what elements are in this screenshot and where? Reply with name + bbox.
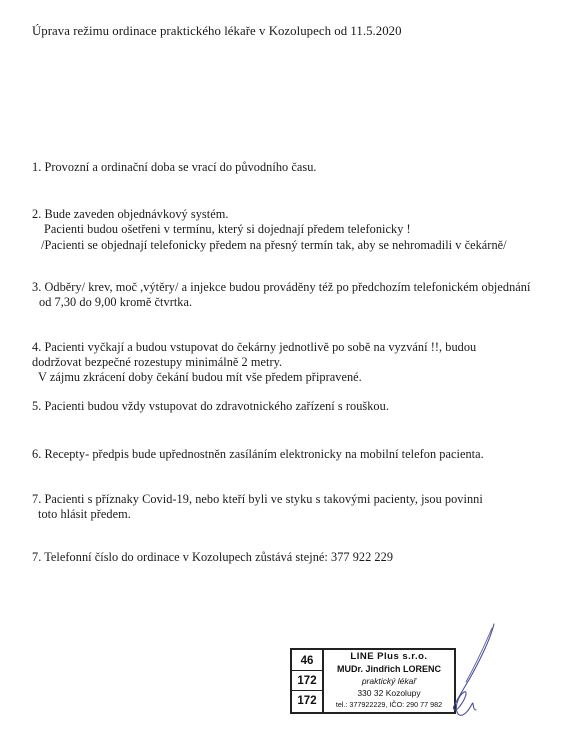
item-4-line-2: dodržovat bezpečné rozestupy minimálně 2 metry. bbox=[32, 355, 283, 369]
item-6-line-1: 6. Recepty- předpis bude upřednostněn zasíláním elektronicky na mobilní telefon pacienta. bbox=[32, 447, 484, 461]
item-7-line-1: 7. Pacienti s příznaky Covid-19, nebo kteří byli ve styku s takovými pacienty, jsou povinni bbox=[32, 492, 483, 506]
item-3-line-1: 3. Odběry/ krev, moč ,výtěry/ a injekce budou prováděny též po předchozím telefonickém objednání bbox=[32, 280, 531, 294]
stamp-address: 330 32 Kozolupy bbox=[357, 688, 421, 698]
stamp-role: praktický lékař bbox=[361, 676, 417, 686]
stamp-company: LINE Plus s.r.o. bbox=[350, 651, 428, 662]
item-8-line-1: 7. Telefonní číslo do ordinace v Kozolupech zůstává stejné: 377 922 229 bbox=[32, 550, 394, 564]
stamp-contact: tel.: 377922229, IČO: 290 77 982 bbox=[335, 700, 443, 709]
item-4-line-3: V zájmu zkrácení doby čekání budou mít vše předem připravené. bbox=[38, 370, 362, 384]
handwritten-signature bbox=[446, 620, 506, 720]
stamp-number: 172 bbox=[297, 694, 317, 707]
item-3-line-2: od 7,30 do 9,00 kromě čtvrtka. bbox=[39, 295, 193, 309]
document-title: Úprava režimu ordinace praktického lékaře v Kozolupech od 11.5.2020 bbox=[32, 24, 402, 38]
stamp-number: 172 bbox=[292, 672, 322, 691]
item-5-line-1: 5. Pacienti budou vždy vstupovat do zdravotnického zařízení s roušk​ou. bbox=[32, 399, 389, 413]
stamp-doctor-name: MUDr. Jindřich LORENC bbox=[336, 664, 441, 674]
item-2-line-1: 2. Bude zaveden objednávkový systém. bbox=[32, 207, 229, 221]
item-1-line-1: 1. Provozní a ordinační doba se vrací do původního času. bbox=[32, 160, 317, 174]
item-4-line-1: 4. Pacienti vyčkají a budou vstupovat do čekárny jednotlivě po sobě na vyzvání !!, budou bbox=[32, 340, 477, 354]
doctor-stamp bbox=[290, 648, 456, 714]
item-7-line-2: toto hlásit předem. bbox=[38, 507, 131, 521]
item-2-line-2: Pacienti budou ošetřeni v termínu, který si dojednají předem telefonicky ! bbox=[44, 222, 411, 236]
stamp-text bbox=[326, 652, 452, 710]
stamp-number: 46 bbox=[292, 652, 322, 671]
stamp-number-column bbox=[292, 650, 324, 712]
item-2-line-3: /Pacienti se objednají telefonicky předem na přesný termín tak, aby se nehromadili v čekárně/ bbox=[41, 238, 507, 252]
